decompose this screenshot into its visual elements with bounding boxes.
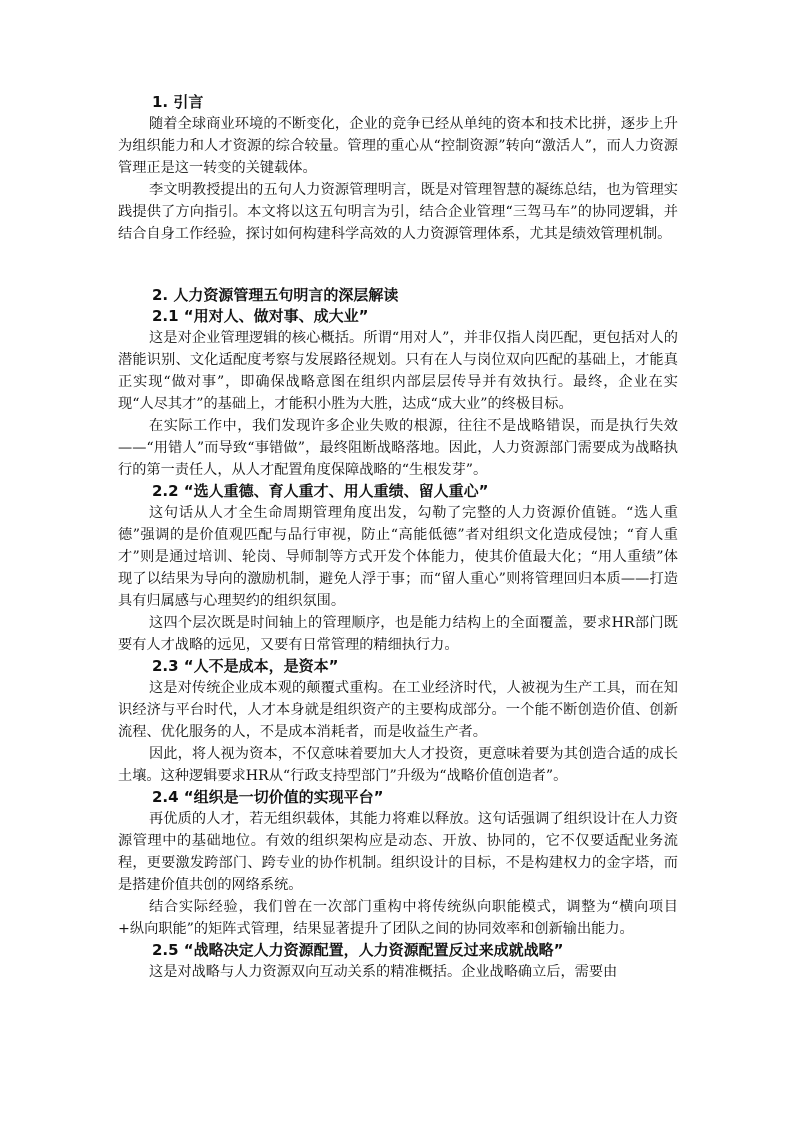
section-spacer [118, 245, 678, 285]
paragraph: 李文明教授提出的五句人力资源管理明言，既是对管理智慧的凝练总结，也为管理实践提供了方向指引。本文将以这五句明言为引，结合企业管理“三驾马车”的协同逻辑，并结合自身工作经验，探讨如何构建科学高效的人力资源管理体系，尤其是绩效管理机制。 [118, 182, 678, 242]
paragraph: 因此，将人视为资本，不仅意味着要加大人才投资，更意味着要为其创造合适的成长土壤。这种逻辑要求HR从“行政支持型部门”升级为“战略价值创造者”。 [118, 746, 678, 784]
paragraph: 这句话从人才全生命周期管理角度出发，勾勒了完整的人力资源价值链。“选人重德”强调的是价值观匹配与品行审视，防止“高能低德”者对组织文化造成侵蚀；“育人重才”则是通过培训、轮岗、导师制等方式开发个体能力，使其价值最大化；“用人重绩”体现了以结果为导向的激励机制，避免人浮于事；而“留人重心”则将管理回归本质——打造具有归属感与心理契约的组织氛围。 [118, 505, 678, 609]
subsection-heading-2-1: 2.1 “用对人、做对事、成大业” [152, 307, 369, 325]
paragraph: 在实际工作中，我们发现许多企业失败的根源，往往不是战略错误，而是执行失效——“用错人”而导致“事错做”，最终阻断战略落地。因此，人力资源部门需要成为战略执行的第一责任人，从人才配置角度保障战略的“生根发芽”。 [118, 418, 678, 478]
paragraph: 这是对战略与人力资源双向互动关系的精准概括。企业战略确立后，需要由 [149, 964, 618, 980]
paragraph: 再优质的人才，若无组织载体，其能力将难以释放。这句话强调了组织设计在人力资源管理中的基础地位。有效的组织架构应是动态、开放、协同的，它不仅要适配业务流程，更要激发跨部门、跨专业的协作机制。组织设计的目标，不是构建权力的金字塔，而是搭建价值共创的网络系统。 [118, 811, 678, 893]
subsection-heading-2-4: 2.4 “组织是一切价值的实现平台” [152, 788, 384, 806]
section-heading-introduction: 1. 引言 [152, 93, 204, 111]
section-heading-five-sayings: 2. 人力资源管理五句明言的深层解读 [152, 286, 399, 304]
paragraph: 这是对企业管理逻辑的核心概括。所谓“用对人”，并非仅指人岗匹配，更包括对人的潜能识别、文化适配度考察与发展路径规划。只有在人与岗位双向匹配的基础上，才能真正实现“做对事”，即确保战略意图在组织内部层层传导并有效执行。最终，企业在实现“人尽其才”的基础上，才能积小胜为大胜，达成“成大业”的终极目标。 [118, 330, 678, 412]
paragraph: 这四个层次既是时间轴上的管理顺序，也是能力结构上的全面覆盖，要求HR部门既要有人才战略的远见，又要有日常管理的精细执行力。 [118, 615, 678, 653]
paragraph: 随着全球商业环境的不断变化，企业的竞争已经从单纯的资本和技术比拼，逐步上升为组织能力和人才资源的综合较量。管理的重心从“控制资源”转向“激活人”，而人力资源管理正是这一转变的关键载体。 [118, 116, 678, 176]
subsection-heading-2-5: 2.5 “战略决定人力资源配置，人力资源配置反过来成就战略” [152, 941, 564, 959]
subsection-heading-2-3: 2.3 “人不是成本，是资本” [152, 657, 339, 675]
paragraph: 结合实际经验，我们曾在一次部门重构中将传统纵向职能模式，调整为“横向项目+纵向职能”的矩阵式管理，结果显著提升了团队之间的协同效率和创新输出能力。 [118, 899, 678, 937]
subsection-heading-2-2: 2.2 “选人重德、育人重才、用人重绩、留人重心” [152, 482, 489, 500]
document-page [118, 92, 678, 983]
paragraph: 这是对传统企业成本观的颠覆式重构。在工业经济时代，人被视为生产工具，而在知识经济与平台时代，人才本身就是组织资产的主要构成部分。一个能不断创造价值、创新流程、优化服务的人，不是成本消耗者，而是收益生产者。 [118, 680, 678, 740]
